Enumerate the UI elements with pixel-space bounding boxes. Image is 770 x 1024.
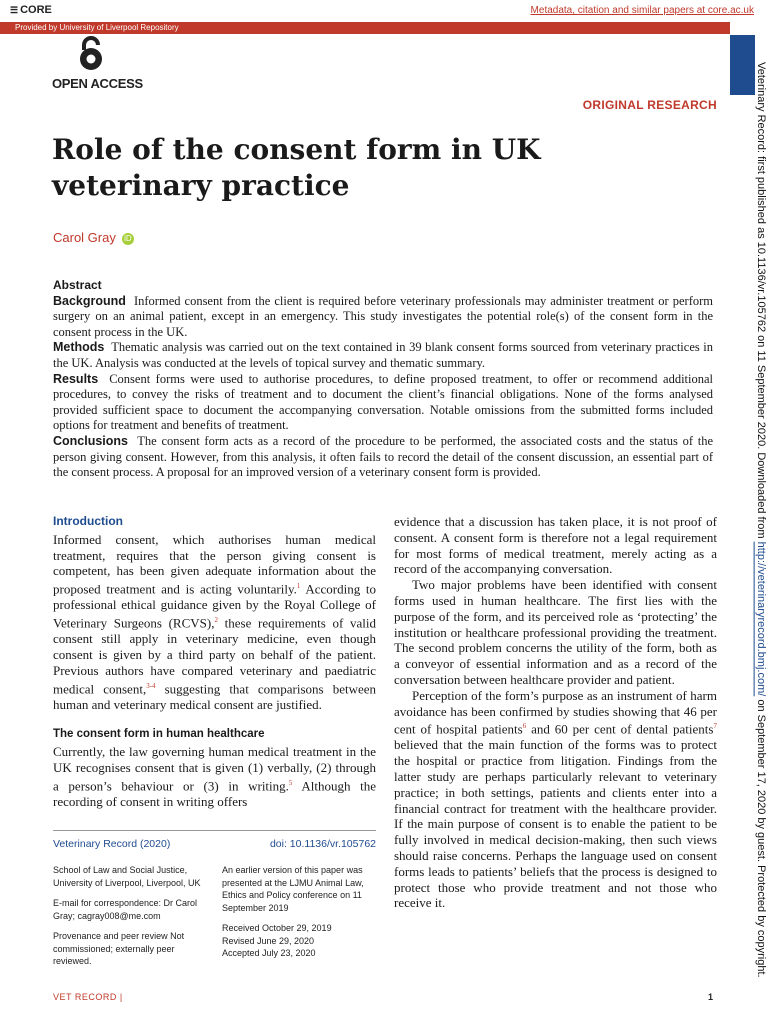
- intro-paragraph: [53, 532, 376, 713]
- sub-text-b: Although the recording of consent in writing offers: [53, 778, 377, 810]
- abstract-heading: Abstract: [53, 278, 102, 292]
- subsection-heading: The consent form in human healthcare: [53, 727, 265, 740]
- abstract: [53, 278, 713, 481]
- body-column-right: [394, 514, 717, 911]
- doi-link[interactable]: doi: 10.1136/vr.105762: [269, 838, 376, 850]
- author: [53, 230, 134, 245]
- background-text: Informed consent from the client is required before veterinary professionals may administer treatment or perform surgery on an animal patient, except in an emergency. This study investigates the potential role(s) of the consent form in the consent process in the UK.: [53, 293, 713, 339]
- ref-5[interactable]: 5: [288, 778, 293, 787]
- methods-text: Thematic analysis was carried out on the text contained in 39 blank consent forms sourced from veterinary practices in the UK. Analysis was conducted at the levels of topical survey and thematic summary.: [53, 340, 713, 370]
- journal-line: [53, 838, 376, 850]
- right-text-a: Perception of the form’s purpose as an instrument of harm avoidance has been confirmed by studies showing that 46 per cent of hospital patients: [394, 687, 717, 737]
- orcid-icon[interactable]: iD: [122, 233, 134, 245]
- sub-text-a: Currently, the law governing human medical treatment in the UK recognises consent that is given (1) verbally, (2) through a person’s behaviour or (3) in writing.: [53, 744, 376, 794]
- footnotes-left: [53, 864, 203, 976]
- ref-3-4[interactable]: 3-4: [146, 681, 156, 690]
- side-accent: [730, 35, 755, 95]
- article-title: Role of the consent form in UK veterinary practice: [52, 133, 541, 202]
- conclusions-label: Conclusions: [53, 433, 129, 448]
- accepted-date: Accepted July 23, 2020: [222, 948, 316, 958]
- core-label: CORE: [20, 4, 52, 16]
- footnotes-right: [222, 864, 377, 960]
- abstract-methods: [53, 340, 713, 371]
- revised-date: Revised June 29, 2020: [222, 935, 315, 946]
- author-name[interactable]: Carol Gray: [53, 230, 116, 245]
- abstract-conclusions: [53, 434, 713, 481]
- side-text-before: Veterinary Record: first published as 10.1136/vr.105762 on 11 September 2020. Downloaded from: [755, 62, 767, 542]
- right-text-c: believed that the main function of the forms was to protect the hospital or practice from litigation. Findings from the latter study are perhaps particularly relevant to veterinary practice; in both settings, patients and clients enter into a financial contract for treatment with the healthcare provider. If the main purpose of consent is to enable the patient to be fully involved in medical decision-making, then such views should raise concerns. Perhaps the language used on consent forms leads to patients’ beliefs that the process is designed to protect those who provide treatment and not those who receive it.: [394, 737, 717, 911]
- background-label: Background: [53, 293, 126, 308]
- provenance: Provenance and peer review Not commissioned; externally peer reviewed.: [53, 931, 185, 966]
- side-link[interactable]: http://veterinaryrecord.bmj.com/: [755, 541, 767, 697]
- open-access-logo: [52, 36, 142, 96]
- ref-7[interactable]: 7: [713, 722, 717, 731]
- provided-by-banner: Provided by University of Liverpool Repository: [0, 22, 730, 34]
- results-text: Consent forms were used to authorise procedures, to define proposed treatment, to offer or recommend additional procedures, to convey the risks of treatment and to document the client’s financial obligations. None of the forms analysed provided sufficient space to document the accompanying conversation. Notable omissions from the submitted forms included options for treatment and benefits of treatment.: [53, 371, 714, 433]
- abstract-background: [53, 294, 713, 341]
- received-date: Received October 29, 2019: [222, 923, 332, 933]
- methods-label: Methods: [53, 340, 105, 355]
- intro-text-b: According to professional ethical guidance given by the Royal College of Veterinary Surgeons (RCVS),: [53, 581, 377, 631]
- right-text-b: and 60 per cent of dental patients: [526, 721, 714, 737]
- ref-2[interactable]: 2: [214, 616, 218, 625]
- intro-text-c: these requirements of valid consent still apply in veterinary medicine, even though consent is given by a third party on behalf of the patient. Previous authors have compared veterinary and paediatric medical consent,: [53, 615, 376, 696]
- earlier-version-note: An earlier version of this paper was presented at the LJMU Animal Law, Ethics and Policy conference on 11 September 2019: [222, 865, 364, 913]
- side-text-after: on September 17, 2020 by guest. Protected by copyright.: [755, 696, 767, 978]
- sub-paragraph: [53, 744, 376, 810]
- core-mark-icon: ☰: [10, 5, 19, 15]
- journal-name: Veterinary Record (2020): [53, 838, 171, 850]
- core-logo[interactable]: [10, 4, 52, 16]
- right-paragraph-2: Two major problems have been identified with consent forms used in human healthcare. The first lies with the purpose of the form, and its perceived role as ‘protecting’ the institution or healthcare professional providing the treatment. The second problem concerns the utility of the form, both as a conveyor of essential information and as a record of the conversation between healthcare provider and patient.: [394, 577, 717, 687]
- footnote-divider: [53, 830, 376, 831]
- results-label: Results: [53, 371, 99, 386]
- running-footer: VET RECORD |: [53, 992, 123, 1002]
- open-access-lock-icon: [74, 36, 108, 72]
- ref-6[interactable]: 6: [522, 722, 527, 731]
- conclusions-text: The consent form acts as a record of the procedure to be performed, the associated costs and the status of the person giving consent. However, from this analysis, it often fails to record the detail of the consent discussion, an essential part of the consent process. A proposal for an improved version of a veterinary consent form is provided.: [53, 433, 713, 480]
- right-paragraph-3: [394, 688, 717, 911]
- correspondence-email[interactable]: E-mail for correspondence: Dr Carol Gray; cagray008@me.com: [53, 898, 198, 921]
- body-column-left: [53, 514, 376, 810]
- ref-1[interactable]: 1: [296, 582, 301, 591]
- intro-text-a: Informed consent, which authorises human medical treatment, requires that the person giving consent is competent, has been given adequate information about the proposed treatment and is acting voluntarily.: [53, 531, 376, 597]
- abstract-results: [53, 372, 713, 434]
- introduction-heading: Introduction: [53, 514, 123, 528]
- page-number: 1: [708, 992, 714, 1002]
- side-citation-note: [755, 62, 767, 978]
- core-metadata-link[interactable]: Metadata, citation and similar papers at core.ac.uk: [530, 5, 754, 16]
- intro-text-d: suggesting that comparisons between human and veterinary medical consent are justified.: [53, 680, 376, 712]
- section-label: ORIGINAL RESEARCH: [582, 98, 717, 112]
- affiliation: School of Law and Social Justice, University of Liverpool, Liverpool, UK: [53, 865, 201, 888]
- core-topbar: [0, 0, 770, 22]
- open-access-label: OPEN ACCESS: [52, 76, 143, 91]
- right-paragraph-1: evidence that a discussion has taken place, it is not proof of consent. A consent form is therefore not a legal requirement for most forms of medical treatment, merely acting as a record of the accompanying conversation.: [394, 514, 717, 577]
